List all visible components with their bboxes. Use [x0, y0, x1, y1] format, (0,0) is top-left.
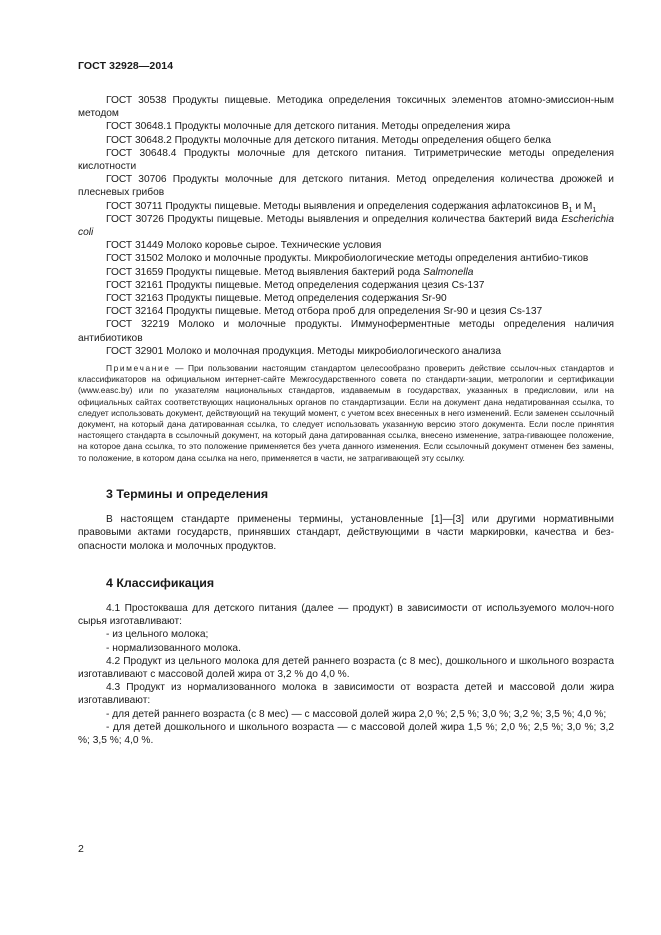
ref-item: ГОСТ 30648.1 Продукты молочные для детского питания. Методы определения жира — [106, 121, 511, 133]
section-4-heading: 4 Классификация — [106, 575, 215, 590]
ref-text: ГОСТ 31659 Продукты пищевые. Метод выявления бактерий рода — [106, 266, 424, 278]
note-label: Примечание — [106, 363, 171, 374]
document-body — [78, 94, 614, 747]
ref-item: ГОСТ 32164 Продукты пищевые. Метод отбора проб для определения Sr-90 и цезия Cs-137 — [106, 306, 543, 318]
section-3-heading: 3 Термины и определения — [106, 486, 269, 501]
ref-text: и М — [572, 200, 593, 212]
note-paragraph — [78, 363, 614, 464]
ref-text: ГОСТ 30726 Продукты пищевые. Методы выявления и определния количества бактерий вида — [106, 213, 562, 225]
clause-4-1: 4.1 Простокваша для детского питания (далее — продукт) в зависимости от используемого молоч-ного сырья изготавливают: — [78, 602, 614, 628]
clause-4-1-item: - из цельного молока; — [106, 629, 209, 641]
ref-item: ГОСТ 32219 Молоко и молочные продукты. Иммуноферментные методы определения наличия антибиотиков — [78, 319, 614, 344]
ref-item: ГОСТ 31449 Молоко коровье сырое. Технические условия — [106, 240, 382, 252]
normative-references-list — [78, 94, 614, 358]
document-code-header: ГОСТ 32928—2014 — [78, 60, 174, 72]
clause-4-3-item: - для детей дошкольного и школьного возраста — с массовой долей жира 1,5 %; 2,0 %; 2,5 %; 3,0 %; 3,2 %; 3,5 %; 4,0 %. — [78, 721, 614, 746]
ref-text: ГОСТ 30711 Продукты пищевые. Методы выявления и определения содержания афлатоксинов В — [106, 200, 569, 212]
clause-4-1-item: - нормализованного молока. — [106, 642, 241, 654]
clause-4-2: 4.2 Продукт из цельного молока для детей раннего возраста (с 8 мес), дошкольного и школьного возраста изготавливают с массовой долей жира от 3,2 % до 4,0 %. — [78, 655, 614, 680]
ref-item — [78, 266, 614, 279]
ref-subscript: 1 — [592, 206, 597, 214]
page-number: 2 — [78, 843, 84, 855]
ref-item: ГОСТ 30706 Продукты молочные для детского питания. Метод определения количества дрожжей и плесневых грибов — [78, 174, 614, 199]
ref-item: ГОСТ 32161 Продукты пищевые. Метод определения содержания цезия Cs-137 — [106, 279, 485, 291]
ref-subscript: 1 — [568, 206, 573, 214]
ref-item — [78, 200, 614, 213]
ref-item: ГОСТ 32901 Молоко и молочная продукция. Методы микробиологического анализа — [106, 345, 501, 357]
ref-item: ГОСТ 30538 Продукты пищевые. Методика определения токсичных элементов атомно-эмиссион-ным методом — [78, 95, 614, 120]
clause-4-3-item: - для детей раннего возраста (с 8 мес) — с массовой долей жира 2,0 %; 2,5 %; 3,0 %; 3,2 %; 3,5 %; 4,0 %; — [106, 708, 607, 720]
ref-item: ГОСТ 30648.4 Продукты молочные для детского питания. Титриметрические методы определения кислотности — [78, 147, 614, 173]
section-3-text: В настоящем стандарте применены термины, установленные [1]—[3] или другими нормативными правовыми актами государств, принявших стандарт, действующими в части маркировки, качества и без-опасности молока и молочных продуктов. — [78, 514, 614, 552]
note-text: — При пользовании настоящим стандартом целесообразно проверить действие ссылоч-ных стандартов и классификаторов на официальном интернет-сайте Межгосударственного совета по стандарти-зации, метрологии и сертификации (www.easc.by) или по указателям национальных стандартов, издаваемым в государствах, указанных в предисловии, или на официальных сайтах соответствующих национальных органов по стандартизации. Если на документ дана недатированная ссылка, то следует использовать документ, действующий на текущий момент, с учетом всех внесенных в него изменений. Если заменен ссылочный документ, на который дана датированная ссылка, то следует использовать указанную версию этого документа. Если после принятия настоящего стандарта в ссылочный документ, на который дана датированная ссылка, внесено изменение, затра-гивающее положение, на которое дана ссылка, то это положение применяется без учета данного изменения. Если ссылочный документ отменен без замены, то положение, в котором дана ссылка на него, применяется в части, не затрагивающей эту ссылку. — [78, 363, 614, 463]
ref-italic-term: Salmonella — [423, 266, 474, 278]
ref-item: ГОСТ 31502 Молоко и молочные продукты. Микробиологические методы определения антибио-тиков — [106, 253, 589, 265]
ref-item: ГОСТ 32163 Продукты пищевые. Метод определения содержания Sr-90 — [106, 293, 447, 305]
ref-italic-term: Escherichia coli — [78, 213, 614, 239]
clause-4-3: 4.3 Продукт из нормализованного молока в зависимости от возраста детей и массовой доли жира изготавливают: — [78, 682, 614, 707]
ref-item — [78, 213, 614, 239]
ref-item: ГОСТ 30648.2 Продукты молочные для детского питания. Методы определения общего белка — [106, 134, 552, 146]
